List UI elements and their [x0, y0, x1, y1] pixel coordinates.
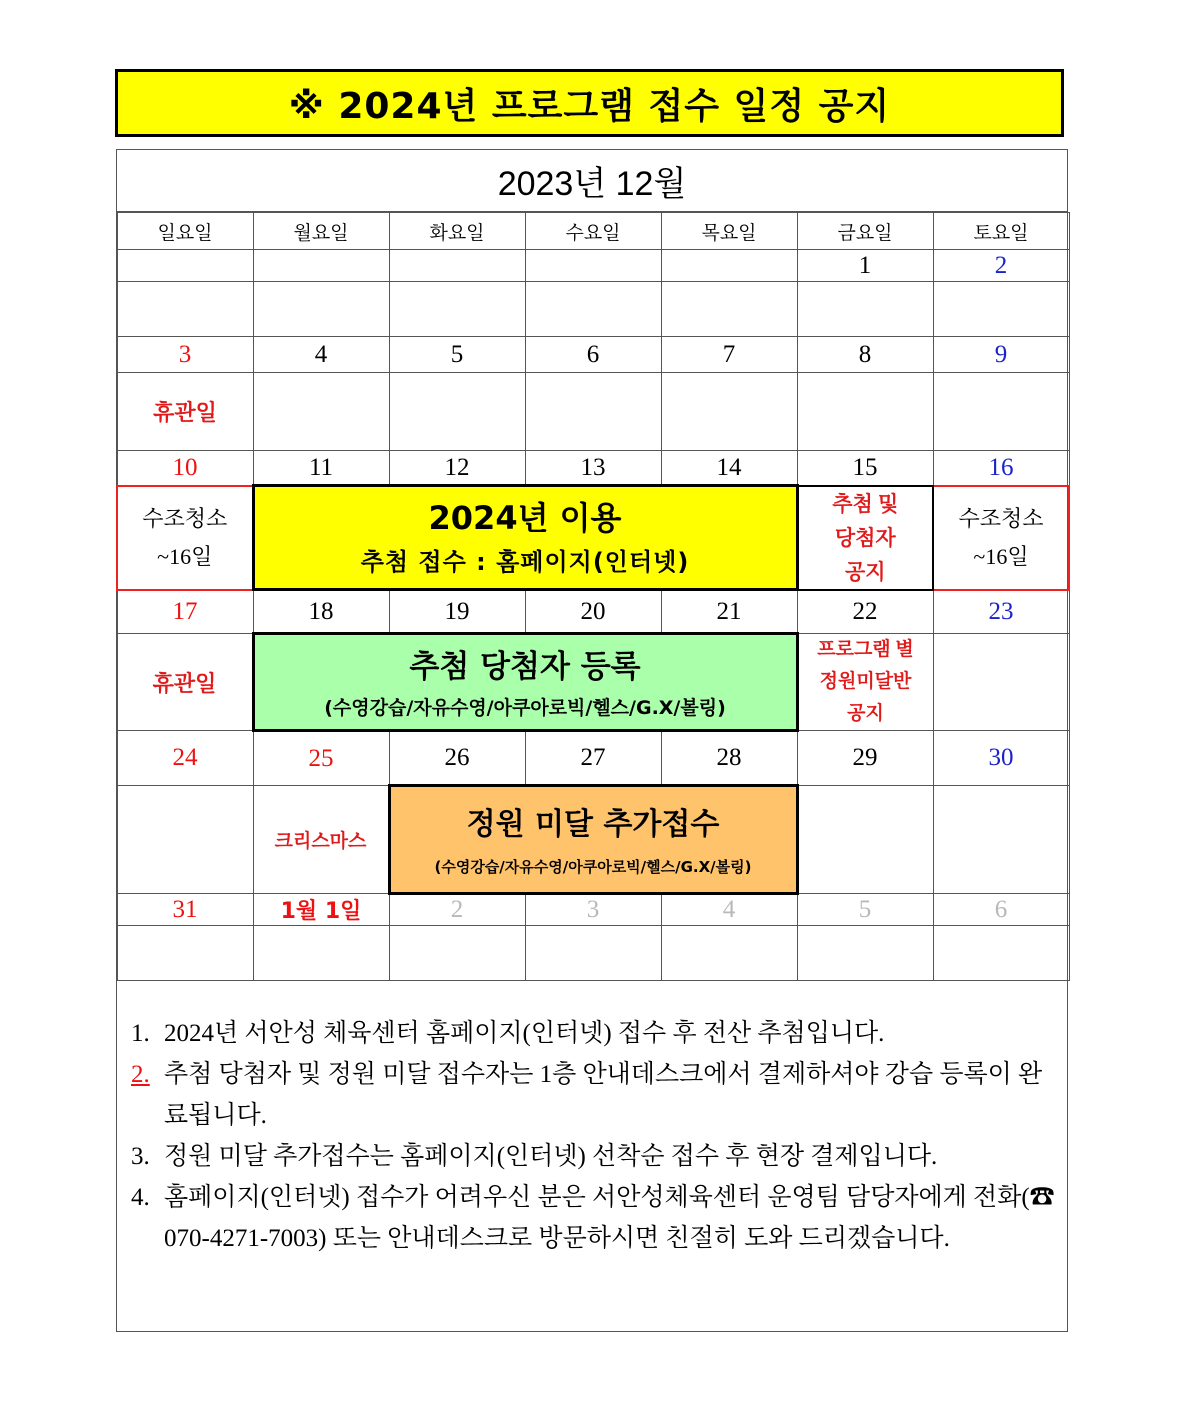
closed-day-note: 휴관일 — [117, 373, 253, 451]
day-23: 23 — [933, 590, 1069, 634]
day-15: 15 — [797, 451, 933, 486]
week2-date-row — [117, 337, 1069, 373]
day-9: 9 — [933, 337, 1069, 373]
day-25: 25 — [253, 731, 389, 786]
pool-cleaning-line1: 수조청소 — [142, 505, 228, 531]
day-empty — [389, 250, 525, 282]
winner-registration-event — [253, 634, 797, 731]
day-28: 28 — [661, 731, 797, 786]
day-next-6: 6 — [933, 894, 1069, 926]
day-13: 13 — [525, 451, 661, 486]
day-30: 30 — [933, 731, 1069, 786]
day-empty — [661, 250, 797, 282]
note-text: 홈페이지(인터넷) 접수가 어려우신 분은 서안성체육센터 운영팀 담당자에게 전화(☎ 070-4271-7003) 또는 안내데스크로 방문하시면 친절히 도와 드리겠습니다. — [164, 1184, 1055, 1252]
week4-date-row — [117, 590, 1069, 634]
program-shortfall-note — [797, 634, 933, 731]
event-title: 정원 미달 추가접수 — [466, 806, 720, 842]
week3-date-row — [117, 451, 1069, 486]
day-jan-1: 1월 1일 — [253, 894, 389, 926]
day-20: 20 — [525, 590, 661, 634]
notes-list — [131, 1013, 1061, 1259]
day-5: 5 — [389, 337, 525, 373]
pool-cleaning-line1: 수조청소 — [958, 505, 1044, 531]
christmas-note: 크리스마스 — [253, 786, 389, 894]
day-2: 2 — [933, 250, 1069, 282]
week1-content-row — [117, 282, 1069, 337]
closed-day-note: 휴관일 — [117, 634, 253, 731]
note-text: 정원 미달 추가접수는 홈페이지(인터넷) 선착순 접수 후 현장 결제입니다. — [164, 1143, 938, 1170]
month-label: 2023년 12월 — [116, 149, 1068, 212]
event-subtitle: (수영강습/자유수영/아쿠아로빅/헬스/G.X/볼링) — [324, 697, 726, 719]
note-line2: 정원미달반 — [819, 671, 912, 692]
note-text: 추첨 당첨자 및 정원 미달 접수자는 1층 안내데스크에서 결제하셔야 강습 등록이 완료됩니다. — [164, 1061, 1043, 1129]
shortfall-additional-application-event — [389, 786, 797, 894]
note-line3: 공지 — [847, 703, 884, 724]
day-12: 12 — [389, 451, 525, 486]
day-empty — [525, 250, 661, 282]
event-title: 2024년 이용 — [428, 498, 622, 537]
week2-content-row — [117, 373, 1069, 451]
event-subtitle: (수영강습/자유수영/아쿠아로빅/헬스/G.X/볼링) — [434, 857, 752, 876]
note-item — [131, 1136, 1061, 1177]
event-subtitle: 추첨 접수 : 홈페이지(인터넷) — [360, 547, 690, 576]
note-item — [131, 1013, 1061, 1054]
day-1: 1 — [797, 250, 933, 282]
day-22: 22 — [797, 590, 933, 634]
note-item — [131, 1177, 1061, 1259]
weekday-mon: 월요일 — [253, 213, 389, 250]
day-4: 4 — [253, 337, 389, 373]
weekday-thu: 목요일 — [661, 213, 797, 250]
pool-cleaning-note — [117, 486, 253, 590]
week5-content-row — [117, 786, 1069, 894]
weekday-sat: 토요일 — [933, 213, 1069, 250]
week6-date-row — [117, 894, 1069, 926]
weekday-wed: 수요일 — [525, 213, 661, 250]
note-number: 3. — [131, 1143, 150, 1170]
day-7: 7 — [661, 337, 797, 373]
note-number: 4. — [131, 1184, 150, 1211]
note-item — [131, 1054, 1061, 1136]
weekday-header-row — [117, 213, 1069, 250]
lottery-application-event — [253, 486, 797, 590]
notice-title: ※ 2024년 프로그램 접수 일정 공지 — [115, 69, 1064, 137]
lottery-announcement-note — [797, 486, 933, 590]
weekday-sun: 일요일 — [117, 213, 253, 250]
day-10: 10 — [117, 451, 253, 486]
day-14: 14 — [661, 451, 797, 486]
pool-cleaning-note — [933, 486, 1069, 590]
day-29: 29 — [797, 731, 933, 786]
day-18: 18 — [253, 590, 389, 634]
day-27: 27 — [525, 731, 661, 786]
day-16: 16 — [933, 451, 1069, 486]
pool-cleaning-line2: ~16일 — [157, 543, 213, 569]
weekday-tue: 화요일 — [389, 213, 525, 250]
note-line3: 공지 — [844, 559, 886, 584]
calendar-table — [116, 212, 1070, 981]
day-empty — [253, 250, 389, 282]
note-number: 2. — [131, 1061, 150, 1088]
week6-content-row — [117, 926, 1069, 981]
note-line1: 프로그램 별 — [817, 639, 914, 660]
week5-date-row — [117, 731, 1069, 786]
day-next-5: 5 — [797, 894, 933, 926]
day-26: 26 — [389, 731, 525, 786]
note-line1: 추첨 및 — [832, 491, 899, 516]
day-next-3: 3 — [525, 894, 661, 926]
note-line2: 당첨자 — [834, 525, 896, 550]
day-empty — [117, 250, 253, 282]
pool-cleaning-line2: ~16일 — [973, 543, 1029, 569]
day-11: 11 — [253, 451, 389, 486]
day-8: 8 — [797, 337, 933, 373]
week1-date-row — [117, 250, 1069, 282]
week4-content-row — [117, 634, 1069, 731]
note-number: 1. — [131, 1020, 150, 1047]
day-6: 6 — [525, 337, 661, 373]
day-19: 19 — [389, 590, 525, 634]
weekday-fri: 금요일 — [797, 213, 933, 250]
week3-content-row — [117, 486, 1069, 590]
day-24: 24 — [117, 731, 253, 786]
day-3: 3 — [117, 337, 253, 373]
note-text: 2024년 서안성 체육센터 홈페이지(인터넷) 접수 후 전산 추첨입니다. — [164, 1020, 885, 1047]
day-next-4: 4 — [661, 894, 797, 926]
day-next-2: 2 — [389, 894, 525, 926]
day-31: 31 — [117, 894, 253, 926]
day-17: 17 — [117, 590, 253, 634]
day-21: 21 — [661, 590, 797, 634]
event-title: 추첨 당첨자 등록 — [409, 649, 641, 685]
